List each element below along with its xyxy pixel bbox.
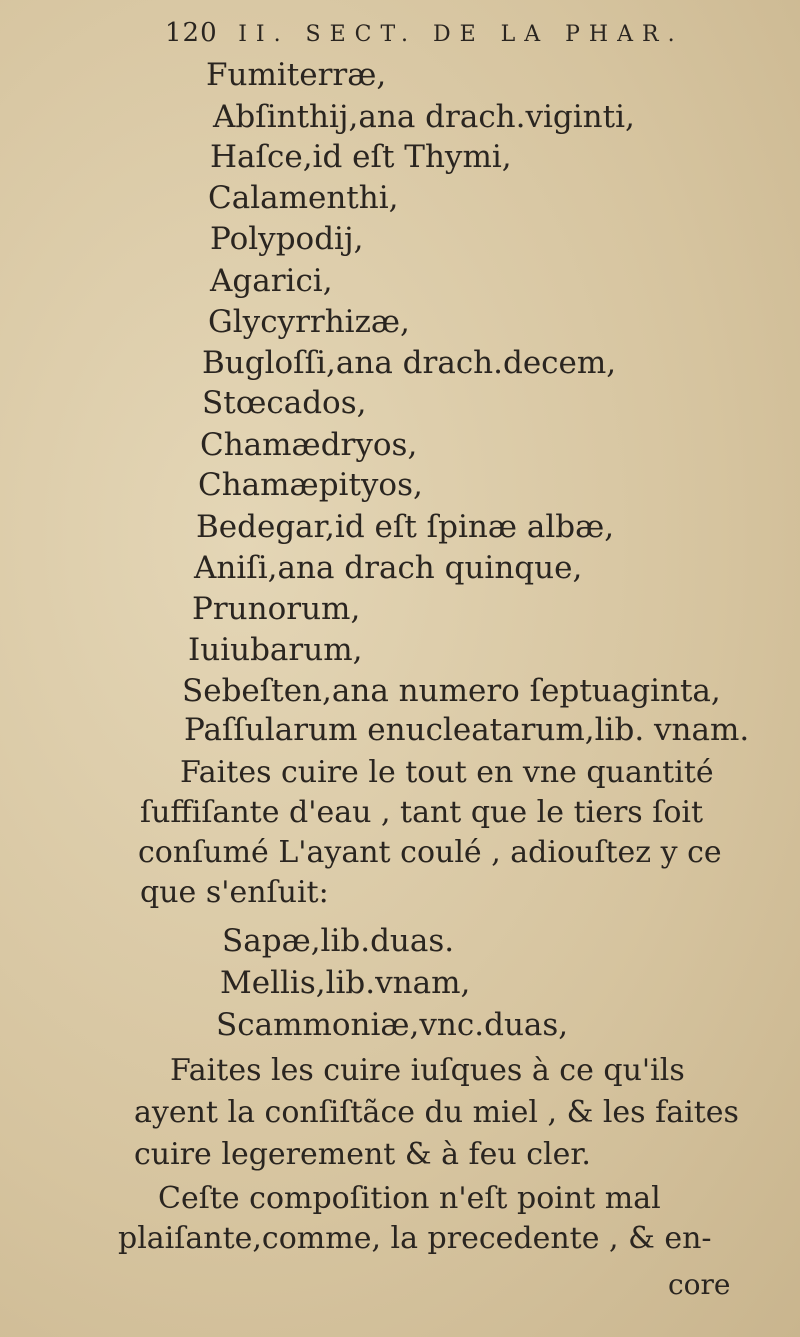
ingredient-line: Sapæ,lib.duas. [222, 923, 455, 959]
ingredient-line: Paſſularum enucleatarum,lib. vnam. [184, 712, 750, 748]
ingredient-line: Bugloſſi,ana drach.decem, [202, 345, 617, 381]
catchword: core [668, 1268, 731, 1301]
ingredient-line: Prunorum, [192, 591, 361, 627]
text-line: ſuffiſante d'eau , tant que le tiers ſoit [140, 795, 704, 830]
ingredient-line: Calamenthi, [208, 180, 399, 216]
ingredient-line: Iuiubarum, [188, 632, 363, 668]
section-title: II. SECT. DE LA PHAR. [238, 22, 684, 47]
text-line: ayent la conſiſtãce du miel , & les faites [134, 1095, 739, 1130]
ingredient-line: Chamæpityos, [198, 467, 423, 503]
ingredient-line: Polypodij, [210, 221, 364, 257]
ingredient-line: Abſinthij,ana drach.viginti, [213, 99, 635, 135]
ingredient-line: Bedegar,id eſt ſpinæ albæ, [196, 509, 615, 545]
ingredient-line: Aniſi,ana drach quinque, [194, 550, 583, 586]
ingredient-line: Mellis,lib.vnam, [220, 965, 471, 1001]
ingredient-line: Agarici, [210, 263, 333, 299]
text-line: Faites cuire le tout en vne quantité [180, 755, 714, 790]
ingredient-line: Sebeſten,ana numero ſeptuaginta, [182, 673, 721, 709]
text-line: plaiſante,comme, la precedente , & en- [118, 1221, 712, 1256]
text-line: que s'enſuit: [140, 875, 329, 910]
ingredient-line: Fumiterræ, [206, 57, 387, 93]
text-line: Faites les cuire iuſques à ce qu'ils [170, 1053, 685, 1088]
ingredient-line: Haſce,id eſt Thymi, [210, 139, 512, 175]
running-header [165, 14, 785, 49]
page-number: 120 [165, 18, 218, 48]
ingredient-line: Scammoniæ,vnc.duas, [216, 1007, 569, 1043]
text-line: conſumé L'ayant coulé , adiouſtez y ce [138, 835, 722, 870]
ingredient-line: Chamædryos, [200, 427, 418, 463]
text-line: cuire legerement & à feu cler. [134, 1137, 591, 1172]
ingredient-line: Glycyrrhizæ, [208, 304, 410, 340]
ingredient-line: Stœcados, [202, 385, 367, 421]
text-line: Ceſte compoſition n'eſt point mal [158, 1181, 661, 1216]
